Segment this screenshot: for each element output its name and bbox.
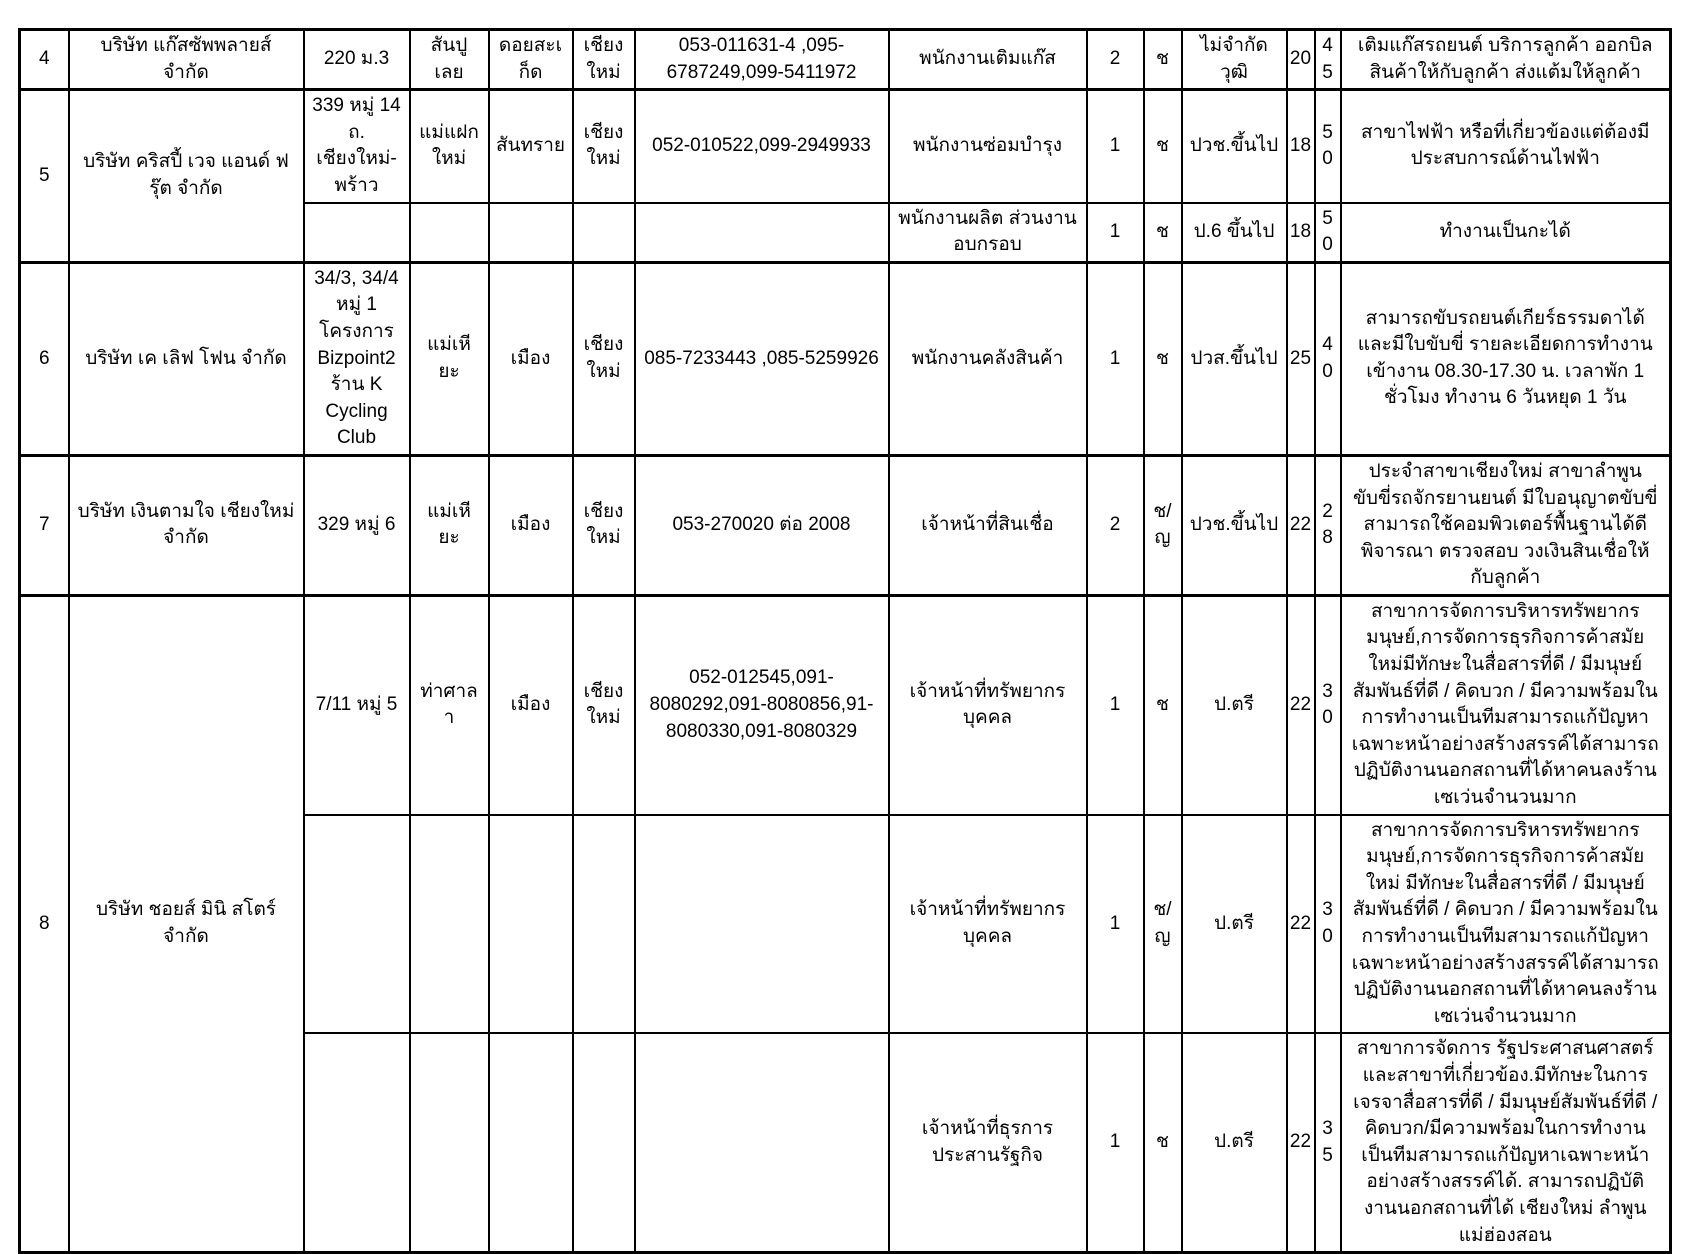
cell-detail: สามารถขับรถยนต์เกียร์ธรรมดาได้และมีใบขับขี่ รายละเอียดการทำงาน เข้างาน 08.30-17.30 น. เวลาพัก 1 ชั่วโมง ทำงาน 6 วันหยุด 1 วัน — [1341, 262, 1671, 455]
cell-position: พนักงานคลังสินค้า — [889, 262, 1087, 455]
cell-position: พนักงานผลิต ส่วนงานอบกรอบ — [889, 203, 1087, 263]
cell-position: เจ้าหน้าที่ทรัพยากรบุคคล — [889, 815, 1087, 1034]
cell-age-min: 22 — [1287, 455, 1315, 595]
cell-detail: สาขาการจัดการบริหารทรัพยากรมนุษย์,การจัดการธุรกิจการค้าสมัยใหม่ มีทักษะในสื่อสารที่ดี / มีมนุษย์สัมพันธ์ที่ดี / คิดบวก / มีความพร้อมในการทำงานเป็นทีมสามารถแก้ปัญหาเฉพาะหน้าอย่างสร้างสรรค์ได้สามารถปฏิบัติงานนอกสถานที่ได้หาคนลงร้านเซเว่นจำนวนมาก — [1341, 815, 1671, 1034]
cell-gender: ช/ญ — [1144, 455, 1182, 595]
cell-age-min: 22 — [1287, 1033, 1315, 1252]
cell-education: ปวช.ขึ้นไป — [1182, 455, 1287, 595]
cell-subdistrict: ท่าศาลา — [410, 595, 489, 814]
cell-phone — [635, 1033, 889, 1252]
cell-education: ป.6 ขึ้นไป — [1182, 203, 1287, 263]
cell-phone: 052-010522,099-2949933 — [635, 90, 889, 203]
cell-address: 7/11 หมู่ 5 — [304, 595, 410, 814]
cell-count: 1 — [1087, 815, 1144, 1034]
cell-detail: ทำงานเป็นกะได้ — [1341, 203, 1671, 263]
cell-gender: ช — [1144, 203, 1182, 263]
cell-phone — [635, 203, 889, 263]
cell-age-max: 28 — [1315, 455, 1341, 595]
cell-age-max: 30 — [1315, 595, 1341, 814]
cell-count: 1 — [1087, 90, 1144, 203]
cell-phone: 053-011631-4 ,095-6787249,099-5411972 — [635, 30, 889, 90]
cell-position: เจ้าหน้าที่ทรัพยากรบุคคล — [889, 595, 1087, 814]
cell-company-name: บริษัท เงินตามใจ เชียงใหม่ จำกัด — [69, 455, 304, 595]
cell-address: 339 หมู่ 14 ถ. เชียงใหม่-พร้าว — [304, 90, 410, 203]
cell-gender: ช — [1144, 90, 1182, 203]
cell-position: เจ้าหน้าที่ธุรการประสานรัฐกิจ — [889, 1033, 1087, 1252]
cell-address — [304, 815, 410, 1034]
cell-gender: ช — [1144, 1033, 1182, 1252]
cell-position: พนักงานเติมแก๊ส — [889, 30, 1087, 90]
cell-position: พนักงานซ่อมบำรุง — [889, 90, 1087, 203]
cell-education: ป.ตรี — [1182, 815, 1287, 1034]
cell-address: 34/3, 34/4 หมู่ 1 โครงการ Bizpoint2 ร้าน K Cycling Club — [304, 262, 410, 455]
cell-row-number: 7 — [20, 455, 69, 595]
cell-age-min: 25 — [1287, 262, 1315, 455]
table-row — [20, 262, 1671, 455]
cell-age-max: 50 — [1315, 90, 1341, 203]
cell-row-number: 5 — [20, 90, 69, 263]
cell-address: 220 ม.3 — [304, 30, 410, 90]
cell-education: ปวส.ขึ้นไป — [1182, 262, 1287, 455]
cell-company-name: บริษัท คริสปี้ เวจ แอนด์ ฟรุ๊ต จำกัด — [69, 90, 304, 263]
cell-subdistrict — [410, 203, 489, 263]
cell-subdistrict: แม่เหียะ — [410, 455, 489, 595]
cell-count: 2 — [1087, 455, 1144, 595]
cell-province: เชียงใหม่ — [573, 30, 635, 90]
table-row — [20, 30, 1671, 90]
cell-detail: สาขาไฟฟ้า หรือที่เกี่ยวข้องแต่ต้องมีประสบการณ์ด้านไฟฟ้า — [1341, 90, 1671, 203]
job-table-body — [20, 30, 1671, 1253]
cell-province: เชียงใหม่ — [573, 595, 635, 814]
cell-age-max: 50 — [1315, 203, 1341, 263]
cell-count: 1 — [1087, 1033, 1144, 1252]
cell-age-max: 30 — [1315, 815, 1341, 1034]
cell-age-min: 22 — [1287, 595, 1315, 814]
cell-subdistrict: แม่เหียะ — [410, 262, 489, 455]
cell-province — [573, 1033, 635, 1252]
cell-address — [304, 1033, 410, 1252]
cell-district: สันทราย — [489, 90, 573, 203]
cell-phone: 085-7233443 ,085-5259926 — [635, 262, 889, 455]
table-row — [20, 90, 1671, 203]
table-row — [20, 595, 1671, 814]
cell-row-number: 4 — [20, 30, 69, 90]
cell-count: 1 — [1087, 595, 1144, 814]
cell-district — [489, 815, 573, 1034]
cell-subdistrict: แม่แฝกใหม่ — [410, 90, 489, 203]
cell-education: ปวช.ขึ้นไป — [1182, 90, 1287, 203]
cell-district: เมือง — [489, 455, 573, 595]
cell-company-name: บริษัท แก๊สซัพพลายส์ จำกัด — [69, 30, 304, 90]
cell-age-min: 20 — [1287, 30, 1315, 90]
cell-province — [573, 815, 635, 1034]
cell-age-min: 18 — [1287, 203, 1315, 263]
cell-gender: ช — [1144, 30, 1182, 90]
cell-company-name: บริษัท เค เลิฟ โฟน จำกัด — [69, 262, 304, 455]
cell-phone: 053-270020 ต่อ 2008 — [635, 455, 889, 595]
cell-district: ดอยสะเก็ด — [489, 30, 573, 90]
cell-age-min: 22 — [1287, 815, 1315, 1034]
cell-subdistrict — [410, 815, 489, 1034]
cell-subdistrict — [410, 1033, 489, 1252]
cell-education: ไม่จำกัดวุฒิ — [1182, 30, 1287, 90]
table-row — [20, 455, 1671, 595]
cell-gender: ช — [1144, 595, 1182, 814]
cell-count: 1 — [1087, 262, 1144, 455]
cell-gender: ช/ญ — [1144, 815, 1182, 1034]
cell-education: ป.ตรี — [1182, 595, 1287, 814]
cell-count: 1 — [1087, 203, 1144, 263]
cell-detail: สาขาการจัดการบริหารทรัพยากรมนุษย์,การจัดการธุรกิจการค้าสมัยใหม่มีทักษะในสื่อสารที่ดี / มีมนุษย์สัมพันธ์ที่ดี / คิดบวก / มีความพร้อมในการทำงานเป็นทีมสามารถแก้ปัญหาเฉพาะหน้าอย่างสร้างสรรค์ได้สามารถปฏิบัติงานนอกสถานที่ได้หาคนลงร้านเซเว่นจำนวนมาก — [1341, 595, 1671, 814]
cell-count: 2 — [1087, 30, 1144, 90]
cell-row-number: 6 — [20, 262, 69, 455]
cell-district — [489, 1033, 573, 1252]
cell-district — [489, 203, 573, 263]
cell-province: เชียงใหม่ — [573, 455, 635, 595]
cell-province: เชียงใหม่ — [573, 262, 635, 455]
cell-district: เมือง — [489, 262, 573, 455]
cell-detail: ประจำสาขาเชียงใหม่ สาขาลำพูน ขับขี่รถจักรยานยนต์ มีใบอนุญาตขับขี่ สามารถใช้คอมพิวเตอร์พื้นฐานได้ดี พิจารณา ตรวจสอบ วงเงินสินเชื่อให้กับลูกค้า — [1341, 455, 1671, 595]
cell-phone — [635, 815, 889, 1034]
cell-subdistrict: สันปูเลย — [410, 30, 489, 90]
cell-age-max: 45 — [1315, 30, 1341, 90]
cell-gender: ช — [1144, 262, 1182, 455]
cell-detail: สาขาการจัดการ รัฐประศาสนศาสตร์และสาขาที่เกี่ยวข้อง.มีทักษะในการเจรจาสื่อสารที่ดี / มีมนุษย์สัมพันธ์ที่ดี /คิดบวก/มีความพร้อมในการทำงานเป็นทีมสามารถแก้ปัญหาเฉพาะหน้าอย่างสร้างสรรค์ได้. สามารถปฏิบัติงานนอกสถานที่ได้ เชียงใหม่ ลำพูน แม่ฮ่องสอน — [1341, 1033, 1671, 1252]
cell-detail: เติมแก๊สรถยนต์ บริการลูกค้า ออกบิลสินค้าให้กับลูกค้า ส่งแต้มให้ลูกค้า — [1341, 30, 1671, 90]
cell-province: เชียงใหม่ — [573, 90, 635, 203]
cell-phone: 052-012545,091-8080292,091-8080856,91-8080330,091-8080329 — [635, 595, 889, 814]
cell-age-max: 40 — [1315, 262, 1341, 455]
cell-position: เจ้าหน้าที่สินเชื่อ — [889, 455, 1087, 595]
cell-address — [304, 203, 410, 263]
job-table — [18, 28, 1672, 1254]
cell-district: เมือง — [489, 595, 573, 814]
cell-address: 329 หมู่ 6 — [304, 455, 410, 595]
cell-company-name: บริษัท ชอยส์ มินิ สโตร์ จำกัด — [69, 595, 304, 1252]
cell-age-min: 18 — [1287, 90, 1315, 203]
cell-education: ป.ตรี — [1182, 1033, 1287, 1252]
cell-age-max: 35 — [1315, 1033, 1341, 1252]
cell-row-number: 8 — [20, 595, 69, 1252]
cell-province — [573, 203, 635, 263]
